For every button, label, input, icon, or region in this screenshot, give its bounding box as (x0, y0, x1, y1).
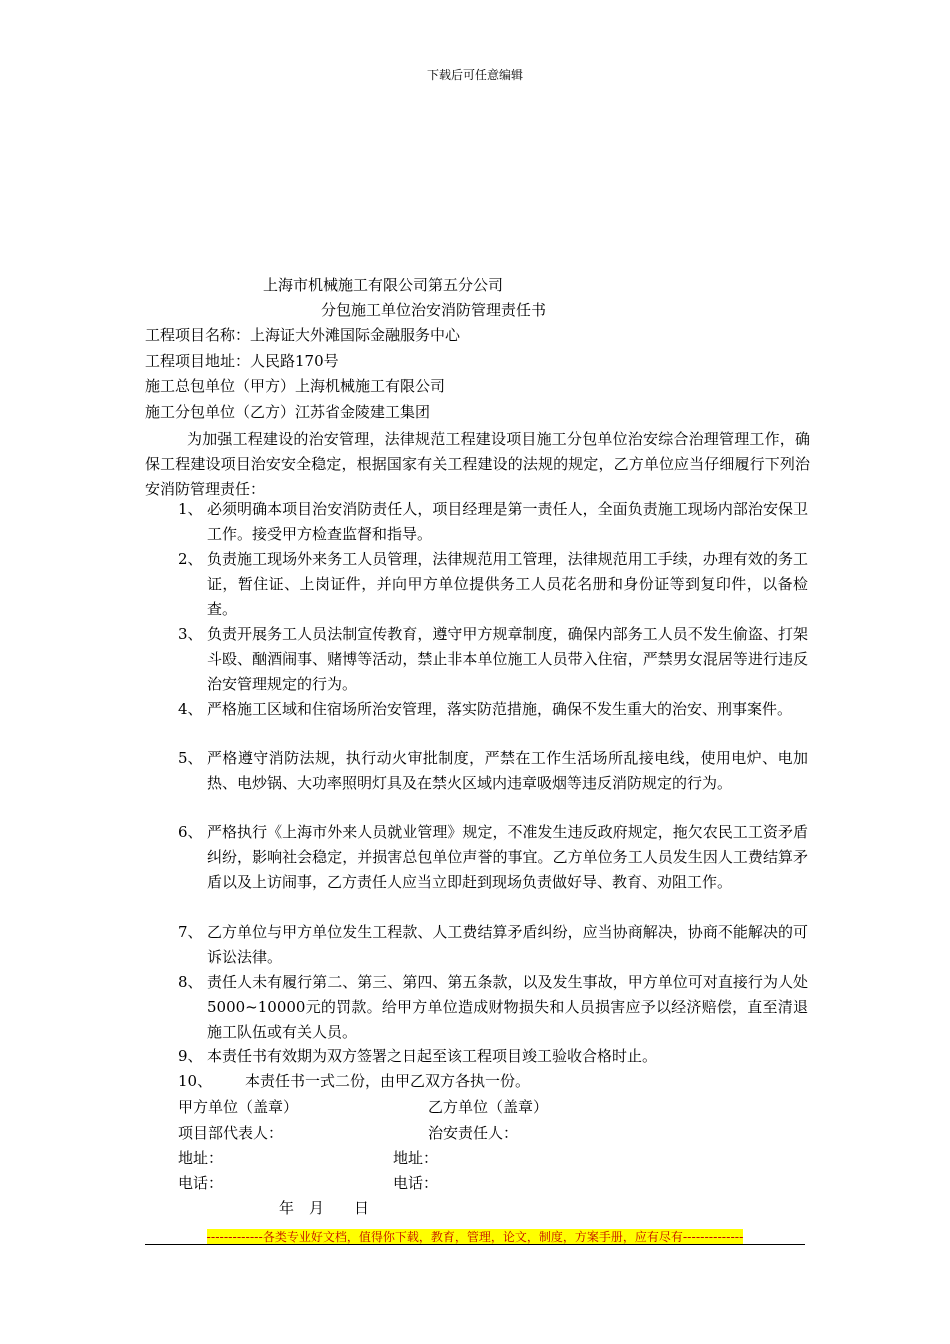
field-label: 施工总包单位（甲方） (145, 377, 296, 395)
field-subcontractor (145, 401, 430, 422)
footer-divider (145, 1244, 805, 1245)
item-text: 严格遵守消防法规，执行动火审批制度，严禁在工作生活场所乱接电线，使用电炉、电加热、电炒锅、大功率照明灯具及在禁火区域内违章吸烟等违反消防规定的行为。 (207, 749, 808, 792)
party-a-phone-label: 电话： (178, 1174, 224, 1192)
field-project-name (145, 324, 460, 345)
item-text: 本责任书一式二份，由甲乙双方各执一份。 (245, 1072, 531, 1090)
item-number: 8、 (178, 973, 203, 991)
party-b-phone-label: 电话： (393, 1174, 439, 1192)
field-value: 人民路170号 (250, 352, 339, 370)
field-value: 上海机械施工有限公司 (295, 377, 446, 395)
list-item (178, 697, 808, 722)
field-general-contractor (145, 375, 445, 396)
list-item (178, 920, 808, 970)
header-note: 下载后可任意编辑 (426, 68, 523, 82)
list-item (178, 1069, 808, 1094)
item-text: 乙方单位与甲方单位发生工程款、人工费结算矛盾纠纷，应当协商解决，协商不能解决的可诉讼法律。 (207, 923, 808, 966)
field-value: 上海证大外滩国际金融服务中心 (250, 326, 461, 344)
party-a-address-label: 地址： (178, 1149, 224, 1167)
item-number: 10、 (178, 1072, 213, 1090)
list-item (178, 622, 808, 697)
intro-paragraph: 为加强工程建设的治安管理，法律规范工程建设项目施工分包单位治安综合治理管理工作，确保工程建设项目治安安全稳定，根据国家有关工程建设的法规的规定，乙方单位应当仔细履行下列治安消防管理责任： (145, 430, 810, 498)
item-text: 本责任书有效期为双方签署之日起至该工程项目竣工验收合格时止。 (207, 1047, 658, 1065)
party-b-responsible-label: 治安责任人： (428, 1124, 519, 1142)
footer-banner-text: -------------各类专业好文档，值得你下载，教育，管理，论文，制度，方案手册，应有尽有-------------- (206, 1230, 744, 1244)
list-item (178, 820, 808, 895)
item-text: 负责开展务工人员法制宣传教育，遵守甲方规章制度，确保内部务工人员不发生偷盗、打架斗殴、酗酒闹事、赌博等活动，禁止非本单位施工人员带入住宿，严禁男女混居等进行违反治安管理规定的行为。 (207, 625, 808, 693)
list-item (178, 497, 808, 547)
list-item (178, 547, 808, 622)
field-label: 施工分包单位（乙方） (145, 403, 296, 421)
party-a-representative-label: 项目部代表人： (178, 1124, 284, 1142)
item-number: 4、 (178, 700, 203, 718)
item-text: 严格执行《上海市外来人员就业管理》规定，不准发生违反政府规定，拖欠农民工工资矛盾纠纷，影响社会稳定，并损害总包单位声誉的事宜。乙方单位务工人员发生因人工费结算矛盾以及上访闹事，乙方责任人应当立即赶到现场负责做好导、教育、劝阻工作。 (207, 823, 808, 891)
item-number: 1、 (178, 500, 203, 518)
field-label: 工程项目名称： (145, 326, 251, 344)
item-number: 6、 (178, 823, 203, 841)
date-line: 年 月 日 (279, 1199, 370, 1217)
item-text: 必须明确本项目治安消防责任人，项目经理是第一责任人，全面负责施工现场内部治安保卫工作。接受甲方检查监督和指导。 (207, 500, 808, 543)
document-title: 分包施工单位治安消防管理责任书 (321, 301, 547, 319)
item-number: 7、 (178, 923, 203, 941)
item-number: 3、 (178, 625, 203, 643)
list-item (178, 970, 808, 1045)
footer-banner (0, 1226, 950, 1245)
company-title: 上海市机械施工有限公司第五分公司 (263, 276, 504, 294)
list-item (178, 746, 808, 796)
party-b-address-label: 地址： (393, 1149, 439, 1167)
field-project-address (145, 350, 339, 371)
list-item (178, 1044, 808, 1069)
party-b-seal-label: 乙方单位（盖章） (428, 1098, 549, 1116)
party-a-seal-label: 甲方单位（盖章） (178, 1098, 299, 1116)
item-text: 严格施工区域和住宿场所治安管理，落实防范措施，确保不发生重大的治安、刑事案件。 (207, 700, 793, 718)
item-text: 负责施工现场外来务工人员管理，法律规范用工管理，法律规范用工手续，办理有效的务工证，暂住证、上岗证件，并向甲方单位提供务工人员花名册和身份证等到复印件，以备检查。 (207, 550, 808, 618)
item-text: 责任人未有履行第二、第三、第四、第五条款，以及发生事故，甲方单位可对直接行为人处5000~10000元的罚款。给甲方单位造成财物损失和人员损害应予以经济赔偿，直至清退施工队伍或有关人员。 (207, 973, 808, 1041)
field-value: 江苏省金陵建工集团 (295, 403, 431, 421)
field-label: 工程项目地址： (145, 352, 251, 370)
item-number: 5、 (178, 749, 203, 767)
item-number: 2、 (178, 550, 203, 568)
item-number: 9、 (178, 1047, 203, 1065)
